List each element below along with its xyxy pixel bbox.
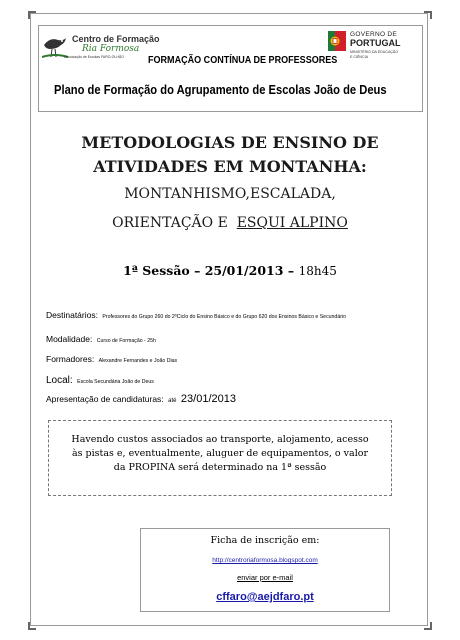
gov-line3: MINISTÉRIO DA EDUCAÇÃO E CIÊNCIA (350, 50, 399, 59)
candidaturas-label: Apresentação de candidaturas: (46, 394, 164, 404)
notice-line2: às pistas e, eventualmente, aluguer de equipamentos, o valor (72, 448, 368, 459)
email-label: enviar por e-mail (237, 573, 293, 582)
logo-line3: Associação de Escolas FARO-OLHÃO (64, 55, 124, 59)
portugal-coat-of-arms-icon (328, 31, 346, 53)
modalidade-value: Curso de Formação - 25h (96, 338, 156, 344)
logo-line1: Centro de Formação (72, 34, 160, 44)
corner-mark (424, 11, 432, 19)
candidaturas-line (46, 389, 236, 407)
plano-formacao-heading: Plano de Formação do Agrupamento de Escolas João de Deus (54, 82, 387, 97)
corner-mark (424, 622, 432, 630)
title-line4-part1: ORIENTAÇÃO E (112, 215, 228, 231)
notice-line3: da PROPINA será determinado na 1ª sessão (113, 462, 327, 473)
gov-line1: GOVERNO DE (350, 31, 398, 38)
modalidade-label: Modalidade: (46, 334, 93, 344)
blog-link[interactable]: http://centroriaformosa.blogspot.com (212, 557, 318, 564)
formadores-line (46, 349, 177, 367)
session-time: 18h45 (298, 264, 337, 278)
session-label: 1ª Sessão – 25/01/2013 (123, 263, 284, 278)
email-link[interactable]: cffaro@aejdfaro.pt (216, 591, 314, 603)
governo-portugal-logo (328, 29, 418, 63)
local-label: Local: (46, 375, 73, 386)
destinatarios-line (46, 305, 346, 323)
centro-formacao-logo (40, 31, 160, 65)
formadores-value: Alexandre Fernandes e João Dias (98, 358, 178, 364)
ficha-title: Ficha de inscrição em: (210, 535, 320, 546)
formacao-continua-heading: FORMAÇÃO CONTÍNUA DE PROFESSORES (148, 54, 338, 66)
title-line2: ATIVIDADES EM MONTANHA: (93, 157, 367, 176)
local-value: Escola Secundária João de Deus (77, 379, 154, 385)
gov-line2: PORTUGAL (350, 38, 401, 48)
session-dash: – (287, 263, 295, 278)
destinatarios-label: Destinatários: (46, 310, 98, 320)
notice-line1: Havendo custos associados ao transporte, alojamento, acesso (71, 434, 369, 445)
local-line (46, 370, 154, 388)
modalidade-line (46, 329, 156, 347)
session-line (0, 262, 460, 280)
logo-line2: Ria Formosa (82, 44, 140, 54)
ficha-inscricao-box (140, 528, 390, 612)
title-line1: METODOLOGIAS DE ENSINO DE (81, 133, 379, 152)
title-line4 (0, 215, 460, 231)
candidaturas-prefix: até (168, 398, 177, 404)
candidaturas-date: 23/01/2013 (180, 393, 236, 405)
formadores-label: Formadores: (46, 354, 95, 364)
corner-mark (28, 622, 36, 630)
destinatarios-value: Professores do Grupo 260 do 2ºCiclo do Ensino Básico e do Grupo 620 dos Ensinos Básico e Secundário (102, 314, 346, 320)
propina-notice (48, 420, 392, 496)
title-line4-part2: ESQUI ALPINO (236, 215, 348, 231)
corner-mark (28, 11, 36, 19)
title-line3: MONTANHISMO,ESCALADA, (124, 186, 336, 202)
